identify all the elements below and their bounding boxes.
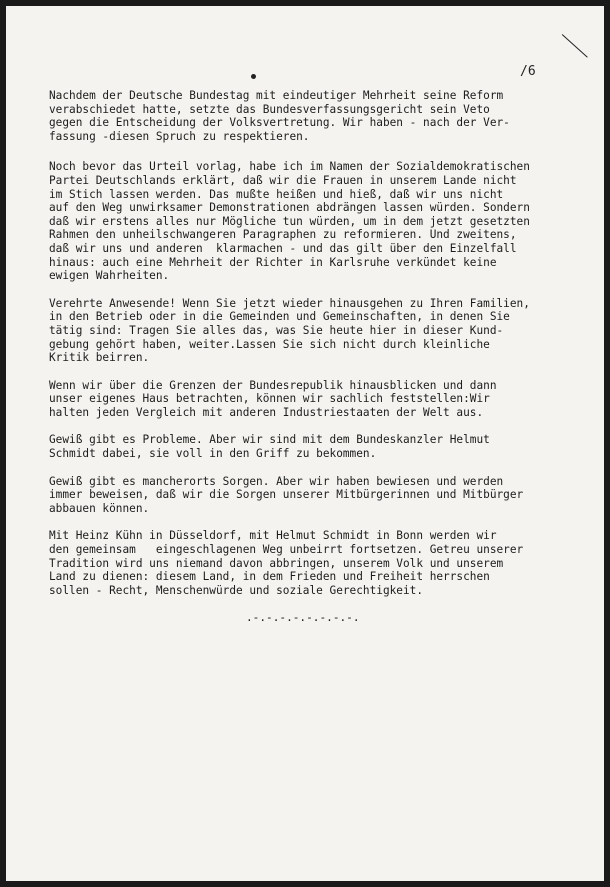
paragraph-spd-declaration: Noch bevor das Urteil vorlag, habe ich im Namen der Sozialdemokratischen Partei Deutschlands erklärt, daß wir die Frauen in unserem Lande nicht im Stich lassen werden. Das mußte heißen und hieß, daß wir uns nicht auf den Weg unwirksamer Demonstrationen abdrängen lassen würden. Sondern daß wir erstens alles nur Mögliche tun würden, um in dem jetzt gesetzten Rahmen den unheilschwangeren Paragraphen zu reformieren. Und zweitens, daß wir uns und anderen klarmachen - und das gilt über den Einzelfall hinaus: auch eine Mehrheit der Richter in Karlsruhe verkündet keine ewigen Wahrheiten.	[49, 160, 530, 283]
paragraph-reform-veto: Nachdem der Deutsche Bundestag mit eindeutiger Mehrheit seine Reform verabschiedet hatte, setzte das Bundesverfassungsgericht sein Veto gegen die Entscheidung der Volksvertretung. Wir haben - nach der Ver- fassung -diesen Spruch zu respektieren.	[49, 89, 510, 143]
paragraph-closing: Mit Heinz Kühn in Düsseldorf, mit Helmut Schmidt in Bonn werden wir den gemeinsam eingeschlagenen Weg unbeirrt fortsetzen. Getreu unserer Tradition wird uns niemand davon abbringen, unserem Volk und unserem Land zu dienen: diesem Land, in dem Frieden und Freiheit herrschen sollen - Recht, Menschenwürde und soziale Gerechtigkeit.	[49, 529, 524, 597]
punch-dot	[251, 74, 256, 79]
paragraph-comparison: Wenn wir über die Grenzen der Bundesrepublik hinausblicken und dann unser eigenes Haus betrachten, können wir sachlich feststellen:Wir halten jeden Vergleich mit anderen Industriestaaten der Welt aus.	[49, 378, 497, 419]
closing-dash-rule: .-.-.-.-.-.-.-.-.	[246, 611, 360, 625]
body-text	[49, 89, 584, 625]
corner-pen-mark	[562, 34, 588, 58]
page-number: /6	[520, 64, 536, 79]
paragraph-worries: Gewiß gibt es mancherorts Sorgen. Aber wir haben bewiesen und werden immer beweisen, daß wir die Sorgen unserer Mitbürgerinnen und Mitbürger abbauen können.	[49, 474, 524, 515]
document-page	[6, 6, 604, 881]
paragraph-address-audience: Verehrte Anwesende! Wenn Sie jetzt wieder hinausgehen zu Ihren Familien, in den Betrieb oder in die Gemeinden und Gemeinschaften, in denen Sie tätig sind: Tragen Sie alles das, was Sie heute hier in dieser Kund- gebung gehört haben, weiter.Lassen Sie sich nicht durch kleinliche Kritik beirren.	[49, 296, 530, 365]
paragraph-problems: Gewiß gibt es Probleme. Aber wir sind mit dem Bundeskanzler Helmut Schmidt dabei, sie voll in den Griff zu bekommen.	[49, 433, 490, 461]
